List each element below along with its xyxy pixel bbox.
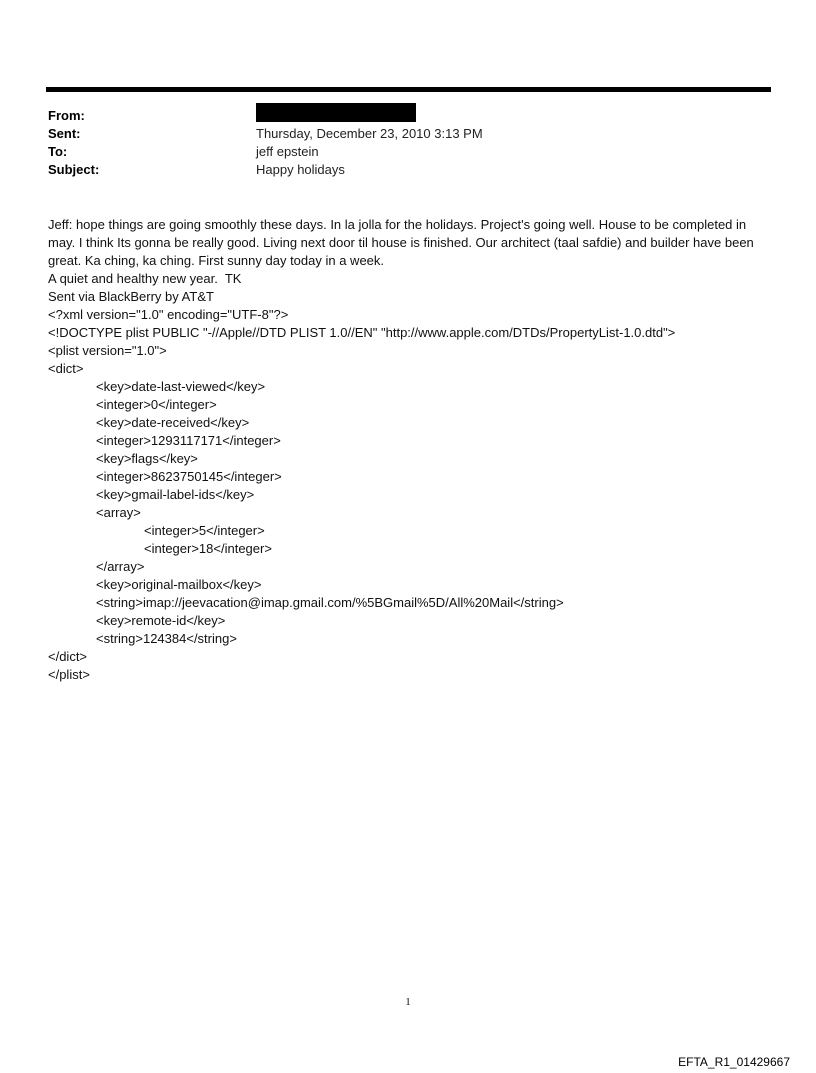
from-value <box>256 107 416 125</box>
sent-value: Thursday, December 23, 2010 3:13 PM <box>256 126 483 141</box>
subject-value: Happy holidays <box>256 162 345 177</box>
plist-line: <integer>18</integer> <box>144 541 272 556</box>
plist-line: <string>imap://jeevacation@imap.gmail.com/%5BGmail%5D/All%20Mail</string> <box>96 595 564 610</box>
from-row <box>48 107 768 125</box>
email-header <box>48 107 768 179</box>
redaction-block <box>256 103 416 122</box>
dict-close: </dict> <box>48 649 88 664</box>
doctype-line: <!DOCTYPE plist PUBLIC "-//Apple//DTD PLIST 1.0//EN" "http://www.apple.com/DTDs/PropertyList-1.0.dtd"> <box>48 325 676 340</box>
plist-line: </array> <box>96 559 145 574</box>
page-number: 1 <box>405 996 411 1008</box>
header-rule <box>46 87 771 92</box>
closing-line: A quiet and healthy new year. TK <box>48 271 242 286</box>
plist-line: <integer>1293117171</integer> <box>96 433 281 448</box>
plist-line: <key>date-received</key> <box>96 415 250 430</box>
plist-line: <key>date-last-viewed</key> <box>96 379 266 394</box>
plist-line: <key>original-mailbox</key> <box>96 577 262 592</box>
subject-label: Subject: <box>48 162 100 177</box>
signature-line: Sent via BlackBerry by AT&T <box>48 289 214 304</box>
plist-line: <key>remote-id</key> <box>96 613 226 628</box>
plist-open: <plist version="1.0"> <box>48 343 167 358</box>
to-value: jeff epstein <box>256 144 319 159</box>
document-id: EFTA_R1_01429667 <box>678 1055 790 1069</box>
sent-row <box>48 125 768 143</box>
to-row <box>48 143 768 161</box>
xml-declaration: <?xml version="1.0" encoding="UTF-8"?> <box>48 307 289 322</box>
dict-open: <dict> <box>48 361 84 376</box>
plist-line: <key>gmail-label-ids</key> <box>96 487 255 502</box>
plist-line: <string>124384</string> <box>96 631 237 646</box>
plist-line: <array> <box>96 505 141 520</box>
plist-line: <key>flags</key> <box>96 451 198 466</box>
plist-close: </plist> <box>48 667 90 682</box>
plist-line: <integer>5</integer> <box>144 523 265 538</box>
message-body <box>48 216 770 684</box>
to-label: To: <box>48 144 68 159</box>
message-paragraph: Jeff: hope things are going smoothly these days. In la jolla for the holidays. Project's going well. House to be completed in may. I think Its gonna be really good. Living next door til house is finished. Our architect (taal safdie) and builder have been great. Ka ching, ka ching. First sunny day today in a week. <box>48 217 754 268</box>
sent-label: Sent: <box>48 126 81 141</box>
plist-line: <integer>8623750145</integer> <box>96 469 282 484</box>
from-label: From: <box>48 108 85 123</box>
subject-row <box>48 161 768 179</box>
plist-line: <integer>0</integer> <box>96 397 217 412</box>
